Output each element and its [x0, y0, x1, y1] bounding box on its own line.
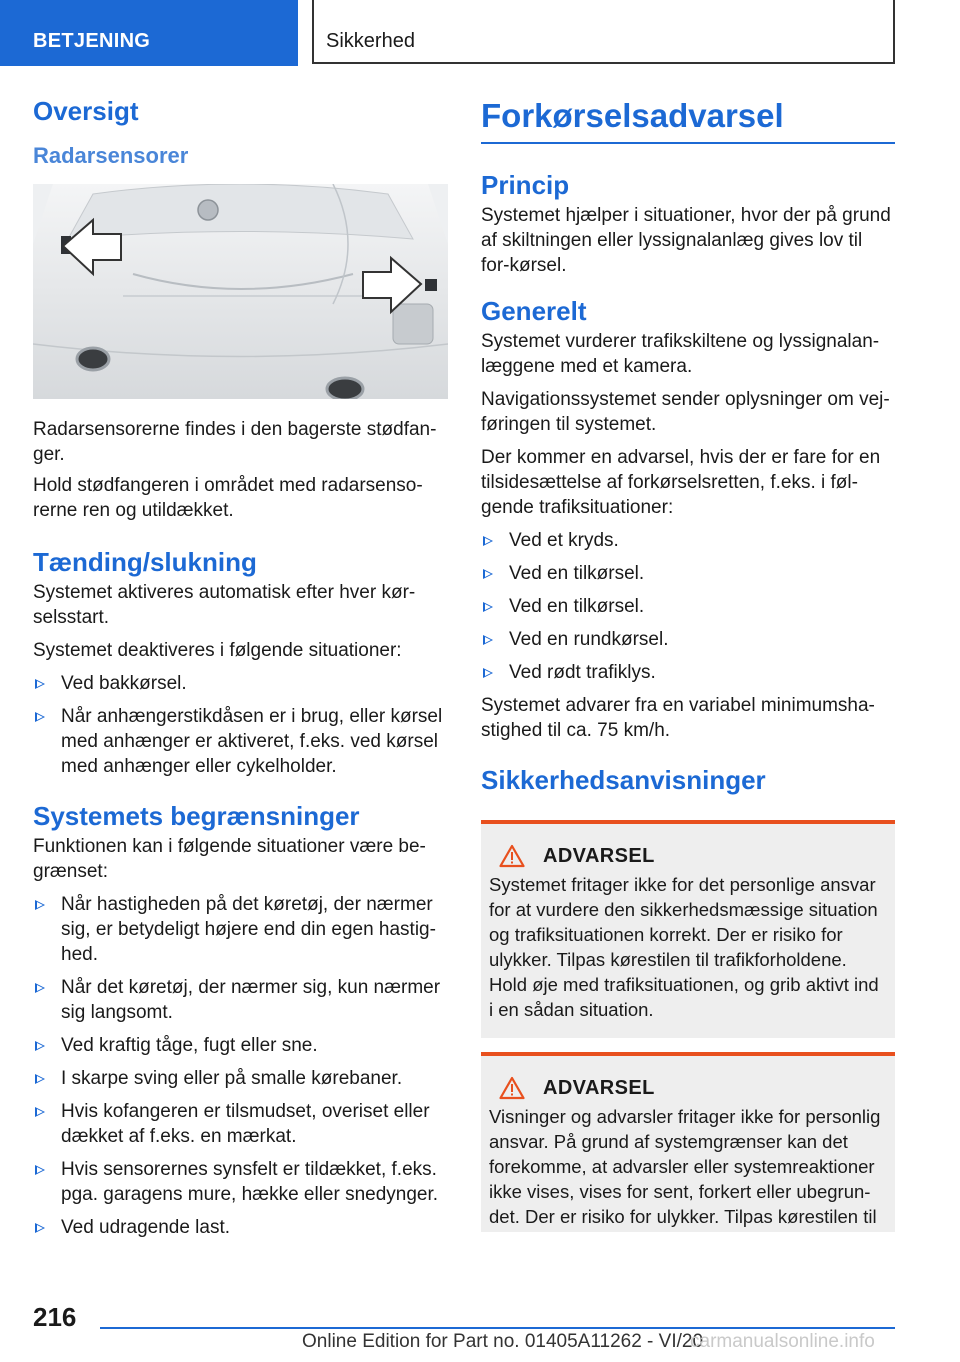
warning-text: Visninger og advarsler fritager ikke for personlig ansvar. På grund af systemgrænser kan det forekomme, at advarsler eller systemreaktioner ikke vises, vises for sent, forkert eller ubegrun-det. Der er risiko for ulykker. Tilpas kørestilen til — [489, 1106, 881, 1228]
warning-box-2 — [481, 1052, 895, 1232]
bullet-triangle-icon — [35, 1107, 45, 1117]
main-title-block — [481, 96, 895, 144]
bullet-triangle-icon — [35, 1165, 45, 1175]
warning-header — [489, 844, 887, 868]
chapter-tab: BETJENING — [0, 0, 298, 66]
list-item: Ved kraftig tåge, fugt eller sne. — [33, 1033, 448, 1058]
bullet-triangle-icon — [483, 668, 493, 678]
page-number: 216 — [33, 1302, 77, 1332]
general-paragraph-3: Der kommer en advarsel, hvis der er fare for en tilsidesættelse af forkørselsretten, f.eks. i føl-gende trafiksituationer: — [481, 446, 881, 518]
list-item: Ved en rundkørsel. — [481, 627, 895, 652]
limits-title: Systemets begrænsninger — [33, 800, 360, 831]
car-rear-radar-image — [33, 184, 448, 399]
general-paragraph-4: Systemet advarer fra en variabel minimumsha-stighed til ca. 75 km/h. — [481, 694, 875, 741]
rear-bumper-illustration — [33, 184, 448, 399]
general-paragraph-2: Navigationssystemet sender oplysninger om vej-føringen til systemet. — [481, 388, 890, 435]
bullet-triangle-icon — [483, 635, 493, 645]
radar-paragraph-1: Radarsensorerne findes i den bagerste stødfan-ger. — [33, 418, 437, 465]
warning-text: Systemet fritager ikke for det personlige ansvar for at vurdere den sikkerhedsmæssige situation og trafiksituationen korrekt. Der er risiko for ulykker. Tilpas kørestilen til trafikforholdene. Hold øje med trafiksituationen, og grib aktivt ind i en sådan situation. — [489, 874, 879, 1021]
bullet-triangle-icon — [483, 536, 493, 546]
warning-header — [489, 1076, 887, 1100]
ignition-title: Tænding/slukning — [33, 546, 257, 577]
list-item: Ved en tilkørsel. — [481, 561, 895, 586]
ignition-list — [33, 671, 448, 779]
bullet-triangle-icon — [35, 983, 45, 993]
list-item: Ved et kryds. — [481, 528, 895, 553]
bullet-triangle-icon — [35, 1041, 45, 1051]
limits-list — [33, 892, 448, 1240]
list-item: Når hastigheden på det køretøj, der nærmer sig, er betydeligt højere end din egen hastig-hed. — [33, 892, 448, 967]
list-item: I skarpe sving eller på smalle kørebaner. — [33, 1066, 448, 1091]
ignition-paragraph-2: Systemet deaktiveres i følgende situationer: — [33, 639, 402, 661]
safety-title: Sikkerhedsanvisninger — [481, 764, 766, 795]
general-list — [481, 528, 895, 685]
list-item: Når anhængerstikdåsen er i brug, eller kørsel med anhænger er aktiveret, f.eks. ved kørsel med anhænger eller cykelholder. — [33, 704, 448, 779]
ignition-paragraph-1: Systemet aktiveres automatisk efter hver kør-selsstart. — [33, 581, 416, 628]
bullet-triangle-icon — [35, 712, 45, 722]
footer-divider — [100, 1327, 895, 1329]
radar-subtitle: Radarsensorer — [33, 143, 189, 169]
list-item: Ved rødt trafiklys. — [481, 660, 895, 685]
bullet-triangle-icon — [483, 569, 493, 579]
bullet-triangle-icon — [483, 602, 493, 612]
bullet-triangle-icon — [35, 1223, 45, 1233]
list-item: Ved udragende last. — [33, 1215, 448, 1240]
bullet-triangle-icon — [35, 900, 45, 910]
principle-paragraph: Systemet hjælper i situationer, hvor der på grund af skiltningen eller lyssignalanlæg gives lov til for-kørsel. — [481, 204, 891, 276]
warning-triangle-icon — [499, 844, 525, 868]
warning-box-1 — [481, 820, 895, 1038]
bullet-triangle-icon — [35, 679, 45, 689]
list-item: Ved bakkørsel. — [33, 671, 448, 696]
section-tab: Sikkerhed — [312, 0, 895, 64]
principle-title: Princip — [481, 169, 570, 200]
watermark-text: carmanualsonline.info — [690, 1331, 875, 1352]
list-item: Når det køretøj, der nærmer sig, kun nærmer sig langsomt. — [33, 975, 448, 1025]
general-paragraph-1: Systemet vurderer trafikskiltene og lyssignalan-læggene med et kamera. — [481, 330, 880, 377]
limits-paragraph: Funktionen kan i følgende situationer være be-grænset: — [33, 835, 426, 882]
warning-title: ADVARSEL — [543, 1076, 655, 1099]
edition-text: Online Edition for Part no. 01405A11262 - VI/20 — [302, 1331, 704, 1352]
overview-title: Oversigt — [33, 96, 139, 126]
warning-title: ADVARSEL — [543, 844, 655, 867]
bullet-triangle-icon — [35, 1074, 45, 1084]
page-footer — [0, 1290, 960, 1362]
warning-triangle-icon — [499, 1076, 525, 1100]
general-title: Generelt — [481, 295, 587, 326]
list-item: Hvis kofangeren er tilsmudset, overiset eller dækket af f.eks. en mærkat. — [33, 1099, 448, 1149]
list-item: Ved en tilkørsel. — [481, 594, 895, 619]
list-item: Hvis sensorernes synsfelt er tildækket, f.eks. pga. garagens mure, hække eller snedynger. — [33, 1157, 448, 1207]
page-header — [0, 0, 960, 66]
right-column — [481, 96, 895, 1232]
left-column — [33, 96, 448, 1240]
radar-paragraph-2: Hold stødfangeren i området med radarsenso-rerne ren og utildækket. — [33, 474, 423, 521]
main-title: Forkørselsadvarsel — [481, 97, 784, 134]
